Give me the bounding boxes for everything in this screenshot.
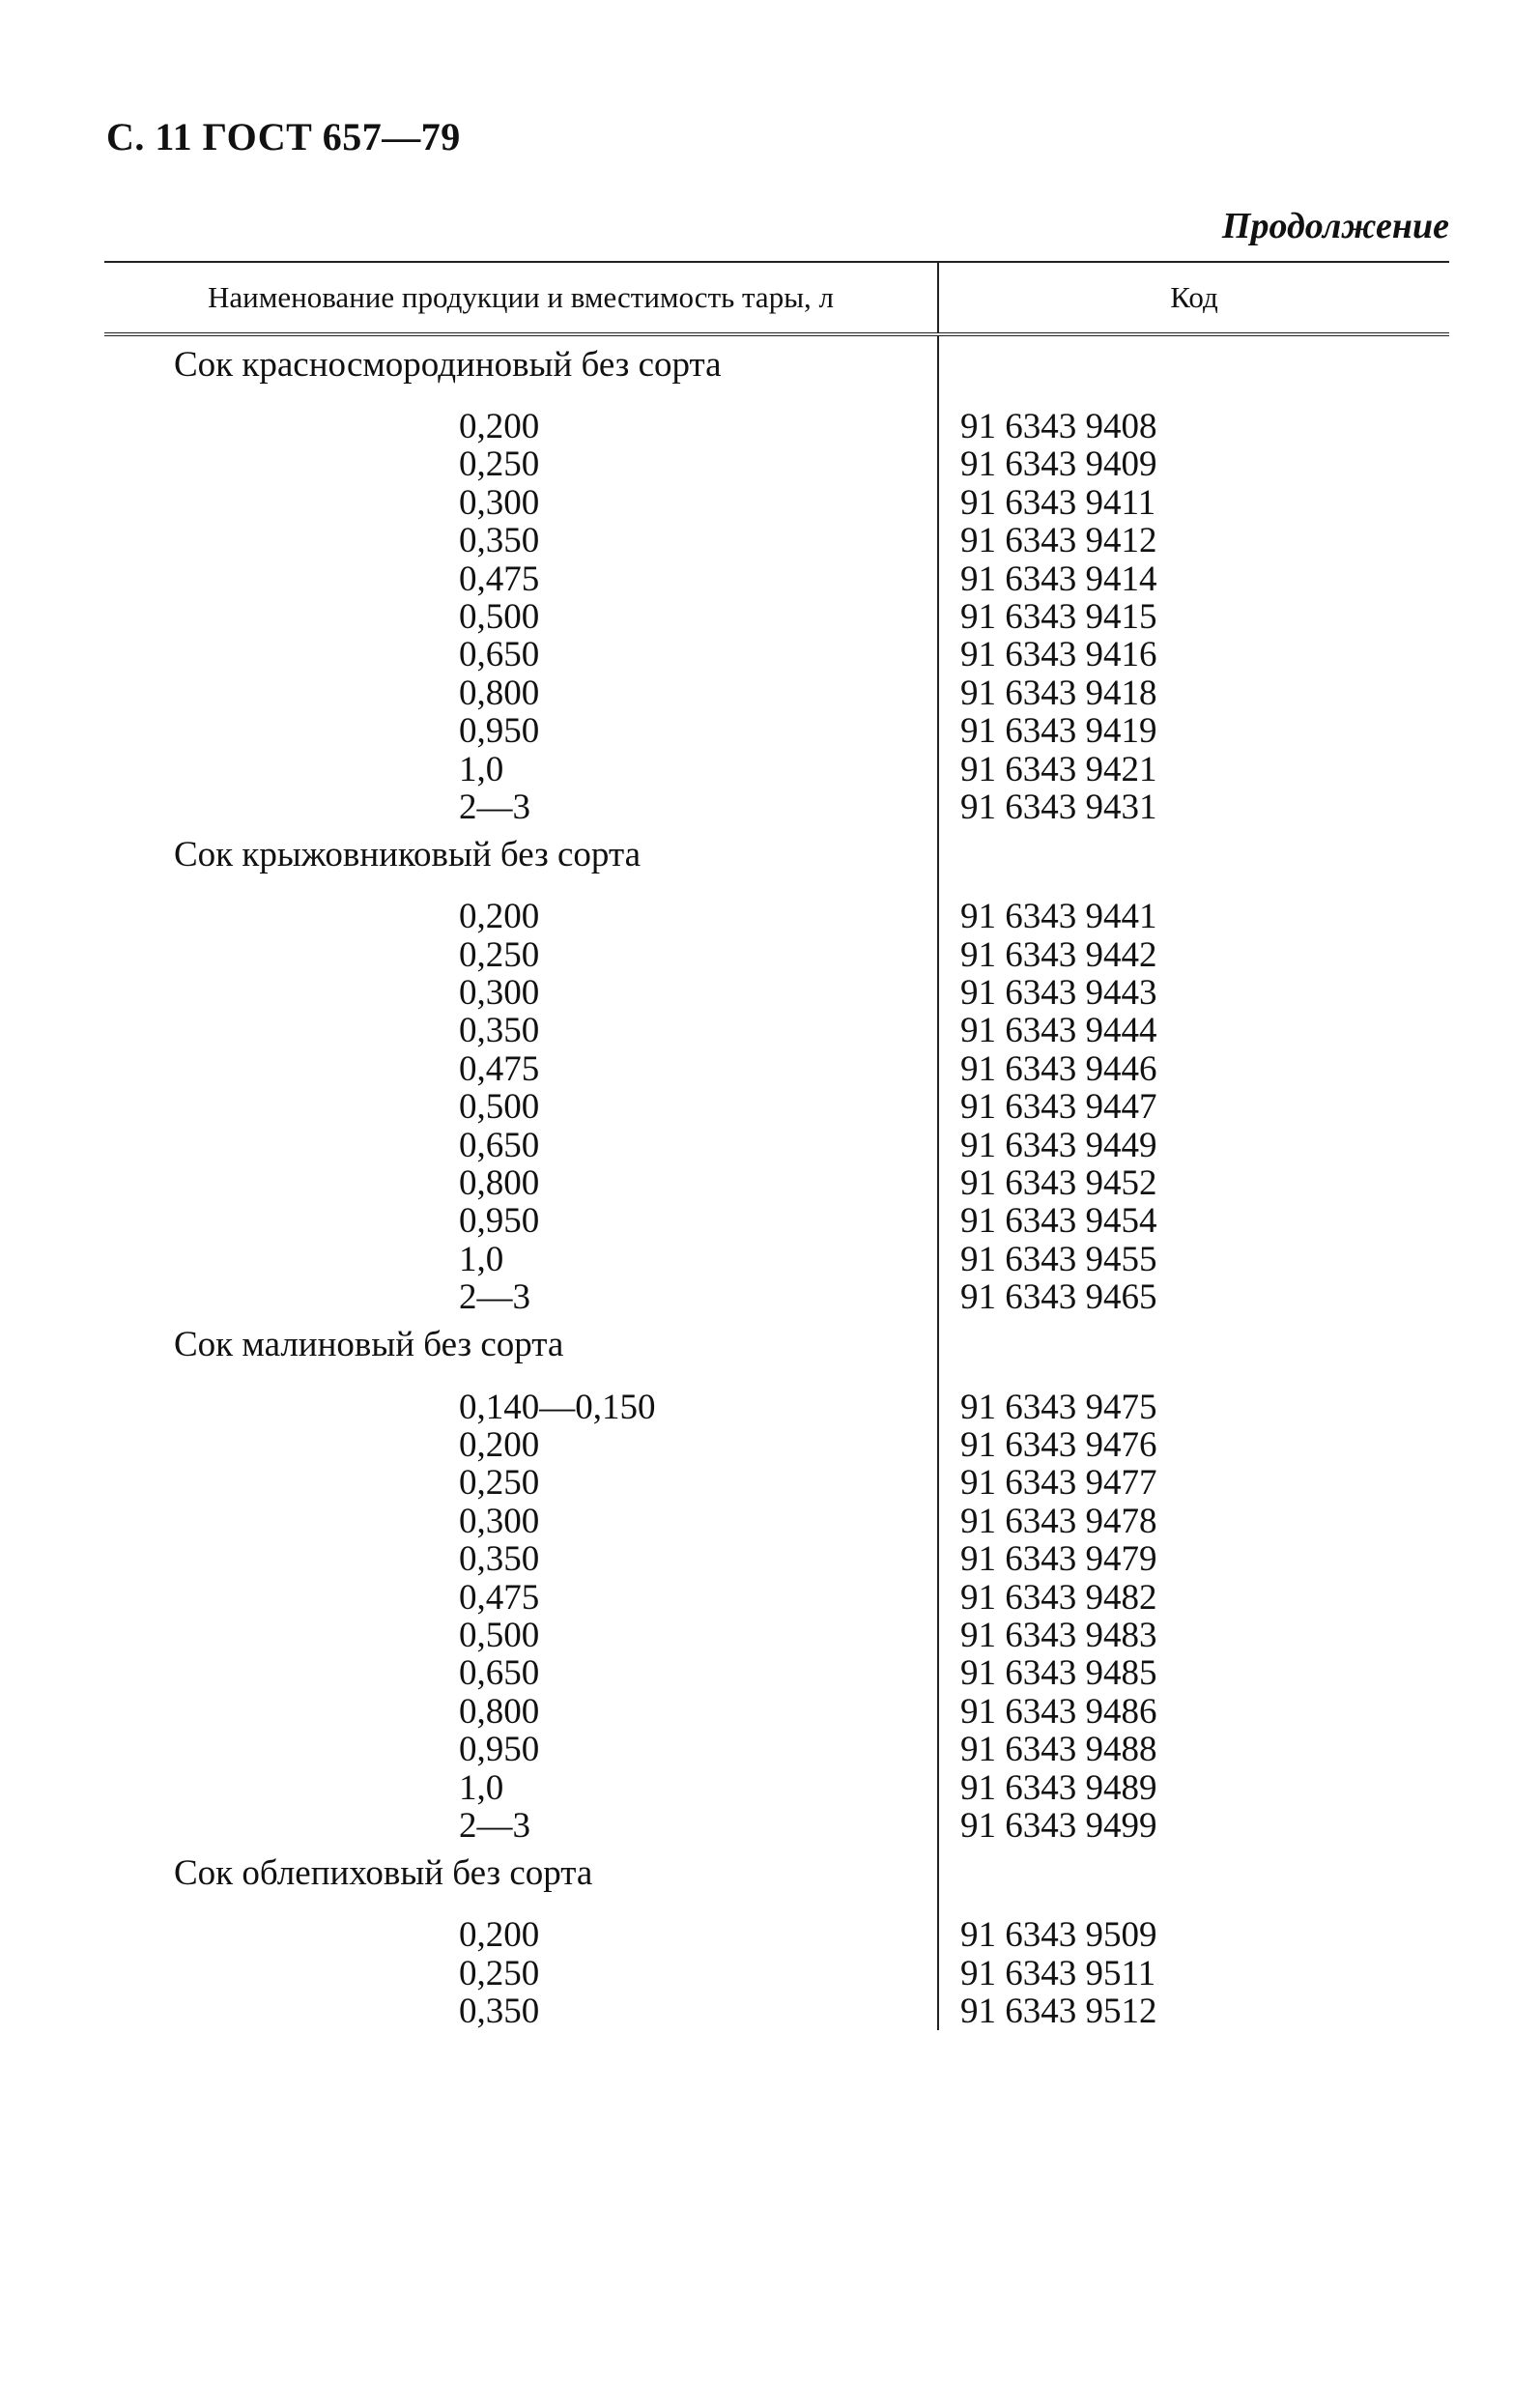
code-cell: 91 6343 9414 (960, 559, 1157, 599)
volume-cell: 0,250 (459, 1463, 540, 1504)
volume-cell: 0,475 (459, 1577, 540, 1618)
volume-cell: 0,800 (459, 1691, 540, 1732)
volume-cell: 0,500 (459, 1615, 540, 1655)
code-cell: 91 6343 9489 (960, 1767, 1157, 1808)
volume-cell: 0,500 (459, 596, 540, 637)
codes-table (104, 261, 1449, 2030)
table-header (104, 263, 1449, 332)
code-cell: 91 6343 9478 (960, 1501, 1157, 1541)
code-cell: 91 6343 9479 (960, 1539, 1157, 1580)
volume-cell: 0,475 (459, 1048, 540, 1089)
code-cell: 91 6343 9411 (960, 482, 1156, 523)
code-cell: 91 6343 9482 (960, 1577, 1157, 1618)
volume-cell: 0,300 (459, 1501, 540, 1541)
code-column (939, 336, 1449, 2030)
code-cell: 91 6343 9454 (960, 1201, 1157, 1242)
code-cell: 91 6343 9415 (960, 596, 1157, 637)
code-cell: 91 6343 9447 (960, 1087, 1157, 1128)
volume-cell: 0,350 (459, 521, 540, 561)
volume-cell: 0,475 (459, 559, 540, 599)
code-cell: 91 6343 9442 (960, 934, 1157, 975)
volume-cell: 0,200 (459, 407, 540, 446)
code-cell: 91 6343 9412 (960, 521, 1157, 561)
code-cell: 91 6343 9511 (960, 1953, 1156, 1993)
volume-cell: 1,0 (459, 749, 504, 789)
volume-cell: 0,500 (459, 1087, 540, 1128)
code-cell: 91 6343 9418 (960, 673, 1157, 713)
volume-cell: 0,250 (459, 934, 540, 975)
volume-cell: 0,950 (459, 1730, 540, 1770)
code-cell: 91 6343 9441 (960, 897, 1157, 937)
group-title-spacer (939, 826, 1449, 882)
volume-cell: 0,350 (459, 1539, 540, 1580)
code-cell: 91 6343 9477 (960, 1463, 1157, 1504)
volume-cell: 0,250 (459, 444, 540, 485)
code-cell: 91 6343 9509 (960, 1915, 1157, 1956)
code-cell: 91 6343 9408 (960, 407, 1157, 446)
row-gap (939, 1373, 1449, 1389)
group-title-spacer (939, 1845, 1449, 1901)
group-title: Сок красносмородиновый без сорта (174, 344, 722, 385)
code-cell: 91 6343 9455 (960, 1239, 1157, 1279)
code-cell: 91 6343 9512 (960, 1992, 1157, 2032)
volume-cell: 1,0 (459, 1239, 504, 1279)
code-cell: 91 6343 9416 (960, 635, 1157, 675)
code-cell: 91 6343 9485 (960, 1653, 1157, 1694)
volume-cell: 0,800 (459, 1163, 540, 1204)
volume-cell: 0,250 (459, 1953, 540, 1993)
volume-cell: 2—3 (459, 1805, 530, 1846)
row-gap (104, 882, 937, 898)
column-header-code: Код (1170, 280, 1218, 314)
row-gap (939, 1901, 1449, 1916)
row-gap (104, 392, 937, 408)
code-cell: 91 6343 9475 (960, 1387, 1157, 1427)
group-title: Сок крыжовниковый без сорта (174, 834, 641, 874)
code-cell: 91 6343 9443 (960, 973, 1157, 1014)
code-cell: 91 6343 9409 (960, 444, 1157, 485)
code-cell: 91 6343 9449 (960, 1125, 1157, 1165)
code-cell: 91 6343 9476 (960, 1424, 1157, 1465)
code-cell: 91 6343 9419 (960, 711, 1157, 752)
volume-cell: 0,200 (459, 897, 540, 937)
code-cell: 91 6343 9431 (960, 787, 1157, 827)
volume-cell: 0,200 (459, 1424, 540, 1465)
code-cell: 91 6343 9452 (960, 1163, 1157, 1204)
row-gap (104, 1901, 937, 1916)
volume-cell: 0,300 (459, 973, 540, 1014)
volume-cell: 0,950 (459, 711, 540, 752)
code-cell: 91 6343 9465 (960, 1277, 1157, 1318)
row-gap (104, 1373, 937, 1389)
row-gap (939, 882, 1449, 898)
code-cell: 91 6343 9483 (960, 1615, 1157, 1655)
volume-cell: 0,140—0,150 (459, 1387, 656, 1427)
code-cell: 91 6343 9444 (960, 1011, 1157, 1051)
code-cell: 91 6343 9421 (960, 749, 1157, 789)
group-title: Сок облепиховый без сорта (174, 1852, 593, 1893)
volume-cell: 0,650 (459, 1125, 540, 1165)
volume-cell: 0,650 (459, 635, 540, 675)
page-header: С. 11 ГОСТ 657—79 (106, 115, 461, 158)
volume-cell: 0,200 (459, 1915, 540, 1956)
volume-cell: 0,950 (459, 1201, 540, 1242)
code-cell: 91 6343 9488 (960, 1730, 1157, 1770)
volume-cell: 1,0 (459, 1767, 504, 1808)
volume-cell: 0,800 (459, 673, 540, 713)
column-header-name: Наименование продукции и вместимость тары, л (104, 263, 939, 332)
volume-cell: 0,350 (459, 1992, 540, 2032)
volume-cell: 0,650 (459, 1653, 540, 1694)
table-body (104, 336, 1449, 2030)
row-gap (939, 392, 1449, 408)
volume-cell: 0,350 (459, 1011, 540, 1051)
code-cell: 91 6343 9486 (960, 1691, 1157, 1732)
volume-cell: 2—3 (459, 787, 530, 827)
group-title: Сок малиновый без сорта (174, 1325, 564, 1365)
name-column (104, 336, 939, 2030)
continuation-label: Продолжение (1221, 206, 1449, 246)
code-cell: 91 6343 9499 (960, 1805, 1157, 1846)
code-cell: 91 6343 9446 (960, 1048, 1157, 1089)
group-title-spacer (939, 1317, 1449, 1373)
group-title-spacer (939, 336, 1449, 392)
volume-cell: 2—3 (459, 1277, 530, 1318)
volume-cell: 0,300 (459, 482, 540, 523)
